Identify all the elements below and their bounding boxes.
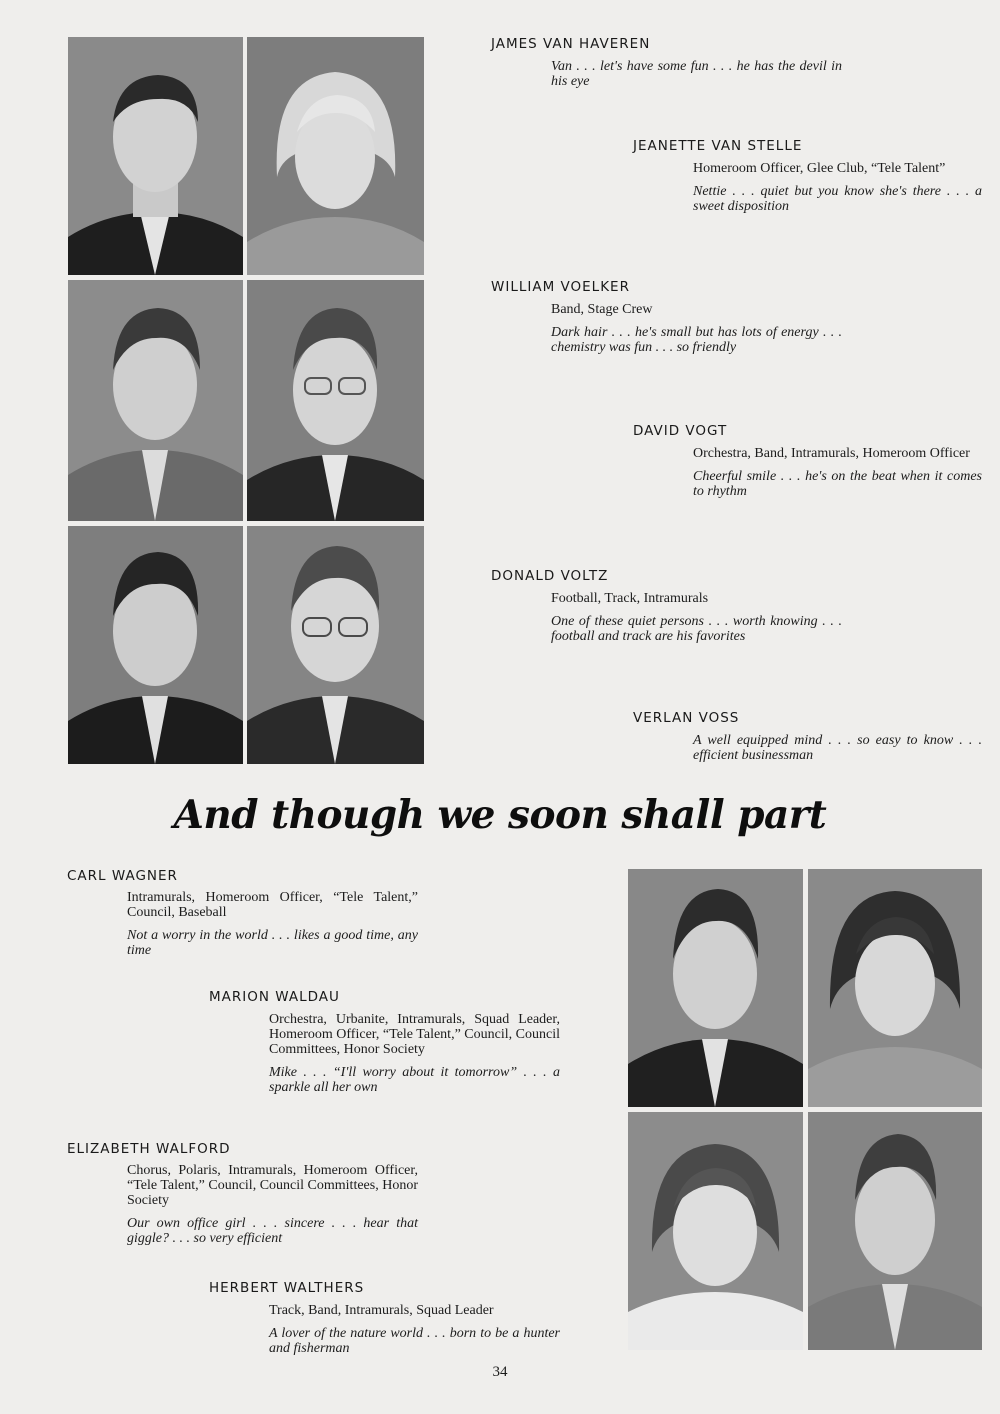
entry-quote: Not a worry in the world . . . likes a good time, any time — [127, 928, 418, 958]
portrait-wagner — [628, 869, 803, 1107]
entry-quote: A well equipped mind . . . so easy to know . . . efficient businessman — [693, 733, 982, 763]
portrait-waldau — [808, 869, 982, 1107]
entry-quote: Dark hair . . . he's small but has lots of energy . . . chemistry was fun . . . so friendly — [551, 325, 842, 355]
page-headline: And though we soon shall part — [173, 792, 827, 838]
entry-name: DONALD VOLTZ — [491, 568, 609, 584]
portrait-voelker — [68, 280, 243, 521]
entry-quote: One of these quiet persons . . . worth knowing . . . football and track are his favorites — [551, 614, 842, 644]
entry-name: DAVID VOGT — [633, 423, 728, 439]
portrait-vogt — [247, 280, 424, 521]
portrait-walford — [628, 1112, 803, 1350]
entry-body — [127, 890, 418, 958]
entry-activities: Orchestra, Band, Intramurals, Homeroom Officer — [693, 446, 970, 461]
entry-quote: A lover of the nature world . . . born to be a hunter and fisherman — [269, 1326, 560, 1356]
portrait-van-stelle — [247, 37, 424, 275]
portrait-voss — [247, 526, 424, 764]
entry-name: WILLIAM VOELKER — [491, 279, 630, 295]
entry-activities: Band, Stage Crew — [551, 302, 653, 317]
entry-body — [551, 591, 842, 644]
page-number: 34 — [492, 1364, 508, 1380]
entry-name: HERBERT WALTHERS — [209, 1280, 365, 1296]
entry-activities: Football, Track, Intramurals — [551, 591, 709, 606]
entry-name: JAMES VAN HAVEREN — [491, 36, 651, 52]
entry-body — [269, 1012, 560, 1095]
entry-activities: Chorus, Polaris, Intramurals, Homeroom Officer, “Tele Talent,” Council, Council Committees, Honor Society — [127, 1163, 418, 1208]
entry-body — [127, 1163, 418, 1246]
entry-quote: Our own office girl . . . sincere . . . hear that giggle? . . . so very efficient — [127, 1216, 418, 1246]
entry-name: CARL WAGNER — [67, 868, 178, 884]
entry-name: VERLAN VOSS — [633, 710, 740, 726]
portrait-walthers — [808, 1112, 982, 1350]
entry-body — [551, 302, 842, 355]
entry-quote: Van . . . let's have some fun . . . he has the devil in his eye — [551, 59, 842, 89]
entry-name: JEANETTE VAN STELLE — [633, 138, 803, 154]
entry-quote: Cheerful smile . . . he's on the beat when it comes to rhythm — [693, 469, 982, 499]
entry-activities: Track, Band, Intramurals, Squad Leader — [269, 1303, 494, 1318]
entry-quote: Nettie . . . quiet but you know she's there . . . a sweet disposition — [693, 184, 982, 214]
entry-name: ELIZABETH WALFORD — [67, 1141, 231, 1157]
entry-activities: Homeroom Officer, Glee Club, “Tele Talent” — [693, 161, 946, 176]
entry-quote: Mike . . . “I'll worry about it tomorrow” . . . a sparkle all her own — [269, 1065, 560, 1095]
entry-name: MARION WALDAU — [209, 989, 340, 1005]
portrait-voltz — [68, 526, 243, 764]
entry-body — [693, 733, 982, 763]
entry-body — [551, 59, 842, 89]
entry-activities: Orchestra, Urbanite, Intramurals, Squad Leader, Homeroom Officer, “Tele Talent,” Council, Council Committees, Honor Society — [269, 1012, 560, 1057]
entry-activities: Intramurals, Homeroom Officer, “Tele Talent,” Council, Baseball — [127, 890, 418, 920]
entry-body — [693, 161, 982, 214]
entry-body — [693, 446, 982, 499]
entry-body — [269, 1303, 560, 1356]
portrait-van-haveren — [68, 37, 243, 275]
